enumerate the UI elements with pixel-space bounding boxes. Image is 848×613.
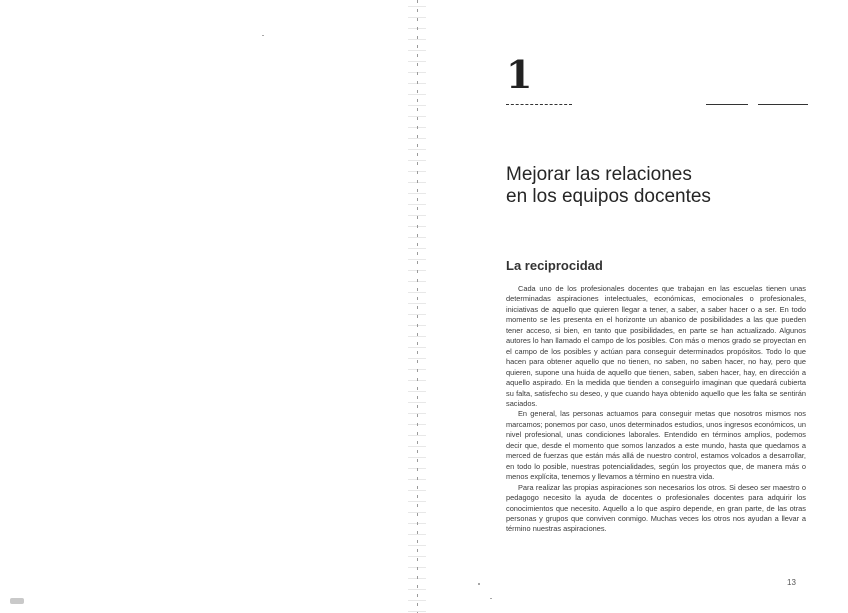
chapter-number: 1 [506, 52, 533, 97]
chapter-rule-left [506, 104, 572, 105]
body-paragraph-3: Para realizar las propias aspiraciones son necesarios los otros. Si deseo ser maestro o pedagogo necesito la ayuda de docentes o profesionales docentes para adquirir los conocimientos que necesito. Aquello a lo que aspiro depende, en gran parte, de las otras personas y grupos que conviven conmigo. Muchas veces los otros nos ayudan a llevar a término nuestras aspiraciones. [506, 482, 806, 534]
scan-speck [262, 35, 264, 36]
chapter-title-line-2: en los equipos docentes [506, 186, 711, 207]
chapter-title-line-1: Mejorar las relaciones [506, 164, 692, 185]
page-number: 13 [787, 578, 796, 587]
scan-speck [478, 583, 480, 585]
body-paragraph-2: En general, las personas actuamos para conseguir metas que nosotros mismos nos marcamos; ponemos por caso, unos determinados estudios, unos ingresos económicos, un nivel profesional, unas condiciones laborales. Entendido en términos amplios, podemos decir que, desde el momento que somos lanzados a este mundo, hasta que quedamos a merced de fuerzas que están más allá de nuestro control, estamos volcados a desarrollar, en todo lo posible, nuestras potencialidades, según los proyectos que, de manera más o menos explícita, tenemos y llevamos a término en nuestra vida. [506, 409, 806, 482]
chapter-rule-right-a [706, 104, 748, 105]
section-heading: La reciprocidad [506, 258, 603, 273]
scan-speck [10, 598, 24, 604]
chapter-title [506, 164, 711, 208]
binding-gutter-line [417, 0, 418, 613]
body-paragraph-1: Cada uno de los profesionales docentes que trabajan en las escuelas tienen unas determinadas aspiraciones intelectuales, económicas, emocionales o profesionales, iniciativas de aquello que quieren llegar a tener, a saber, a saber hacer o a ser. En todo momento se les presenta en el horizonte un abanico de posibilidades a las que pueden tener acceso, si bien, en tanto que posibilidades, en parte se han actualizado. Algunos autores lo han llamado el campo de los posibles. Con más o menos grado se proyectan en el campo de los posibles y actúan para conseguir determinados propósitos. Todo lo que hacen para obtener aquello que no tienen, no saben, no saben hacer, no hay, pero que quieren, supone una huida de aquello que tienen, saben, saben hacer, hay, en dirección a aquello aspirado. En la medida que tienden a conseguirlo imaginan que quedará cubierta su falta, satisfecho su deseo, y que cuando haya obtenido aquello que les falta se sentirán saciados. [506, 284, 806, 408]
body-text [506, 284, 806, 535]
chapter-rule-right-b [758, 104, 808, 105]
scan-speck [490, 598, 492, 599]
